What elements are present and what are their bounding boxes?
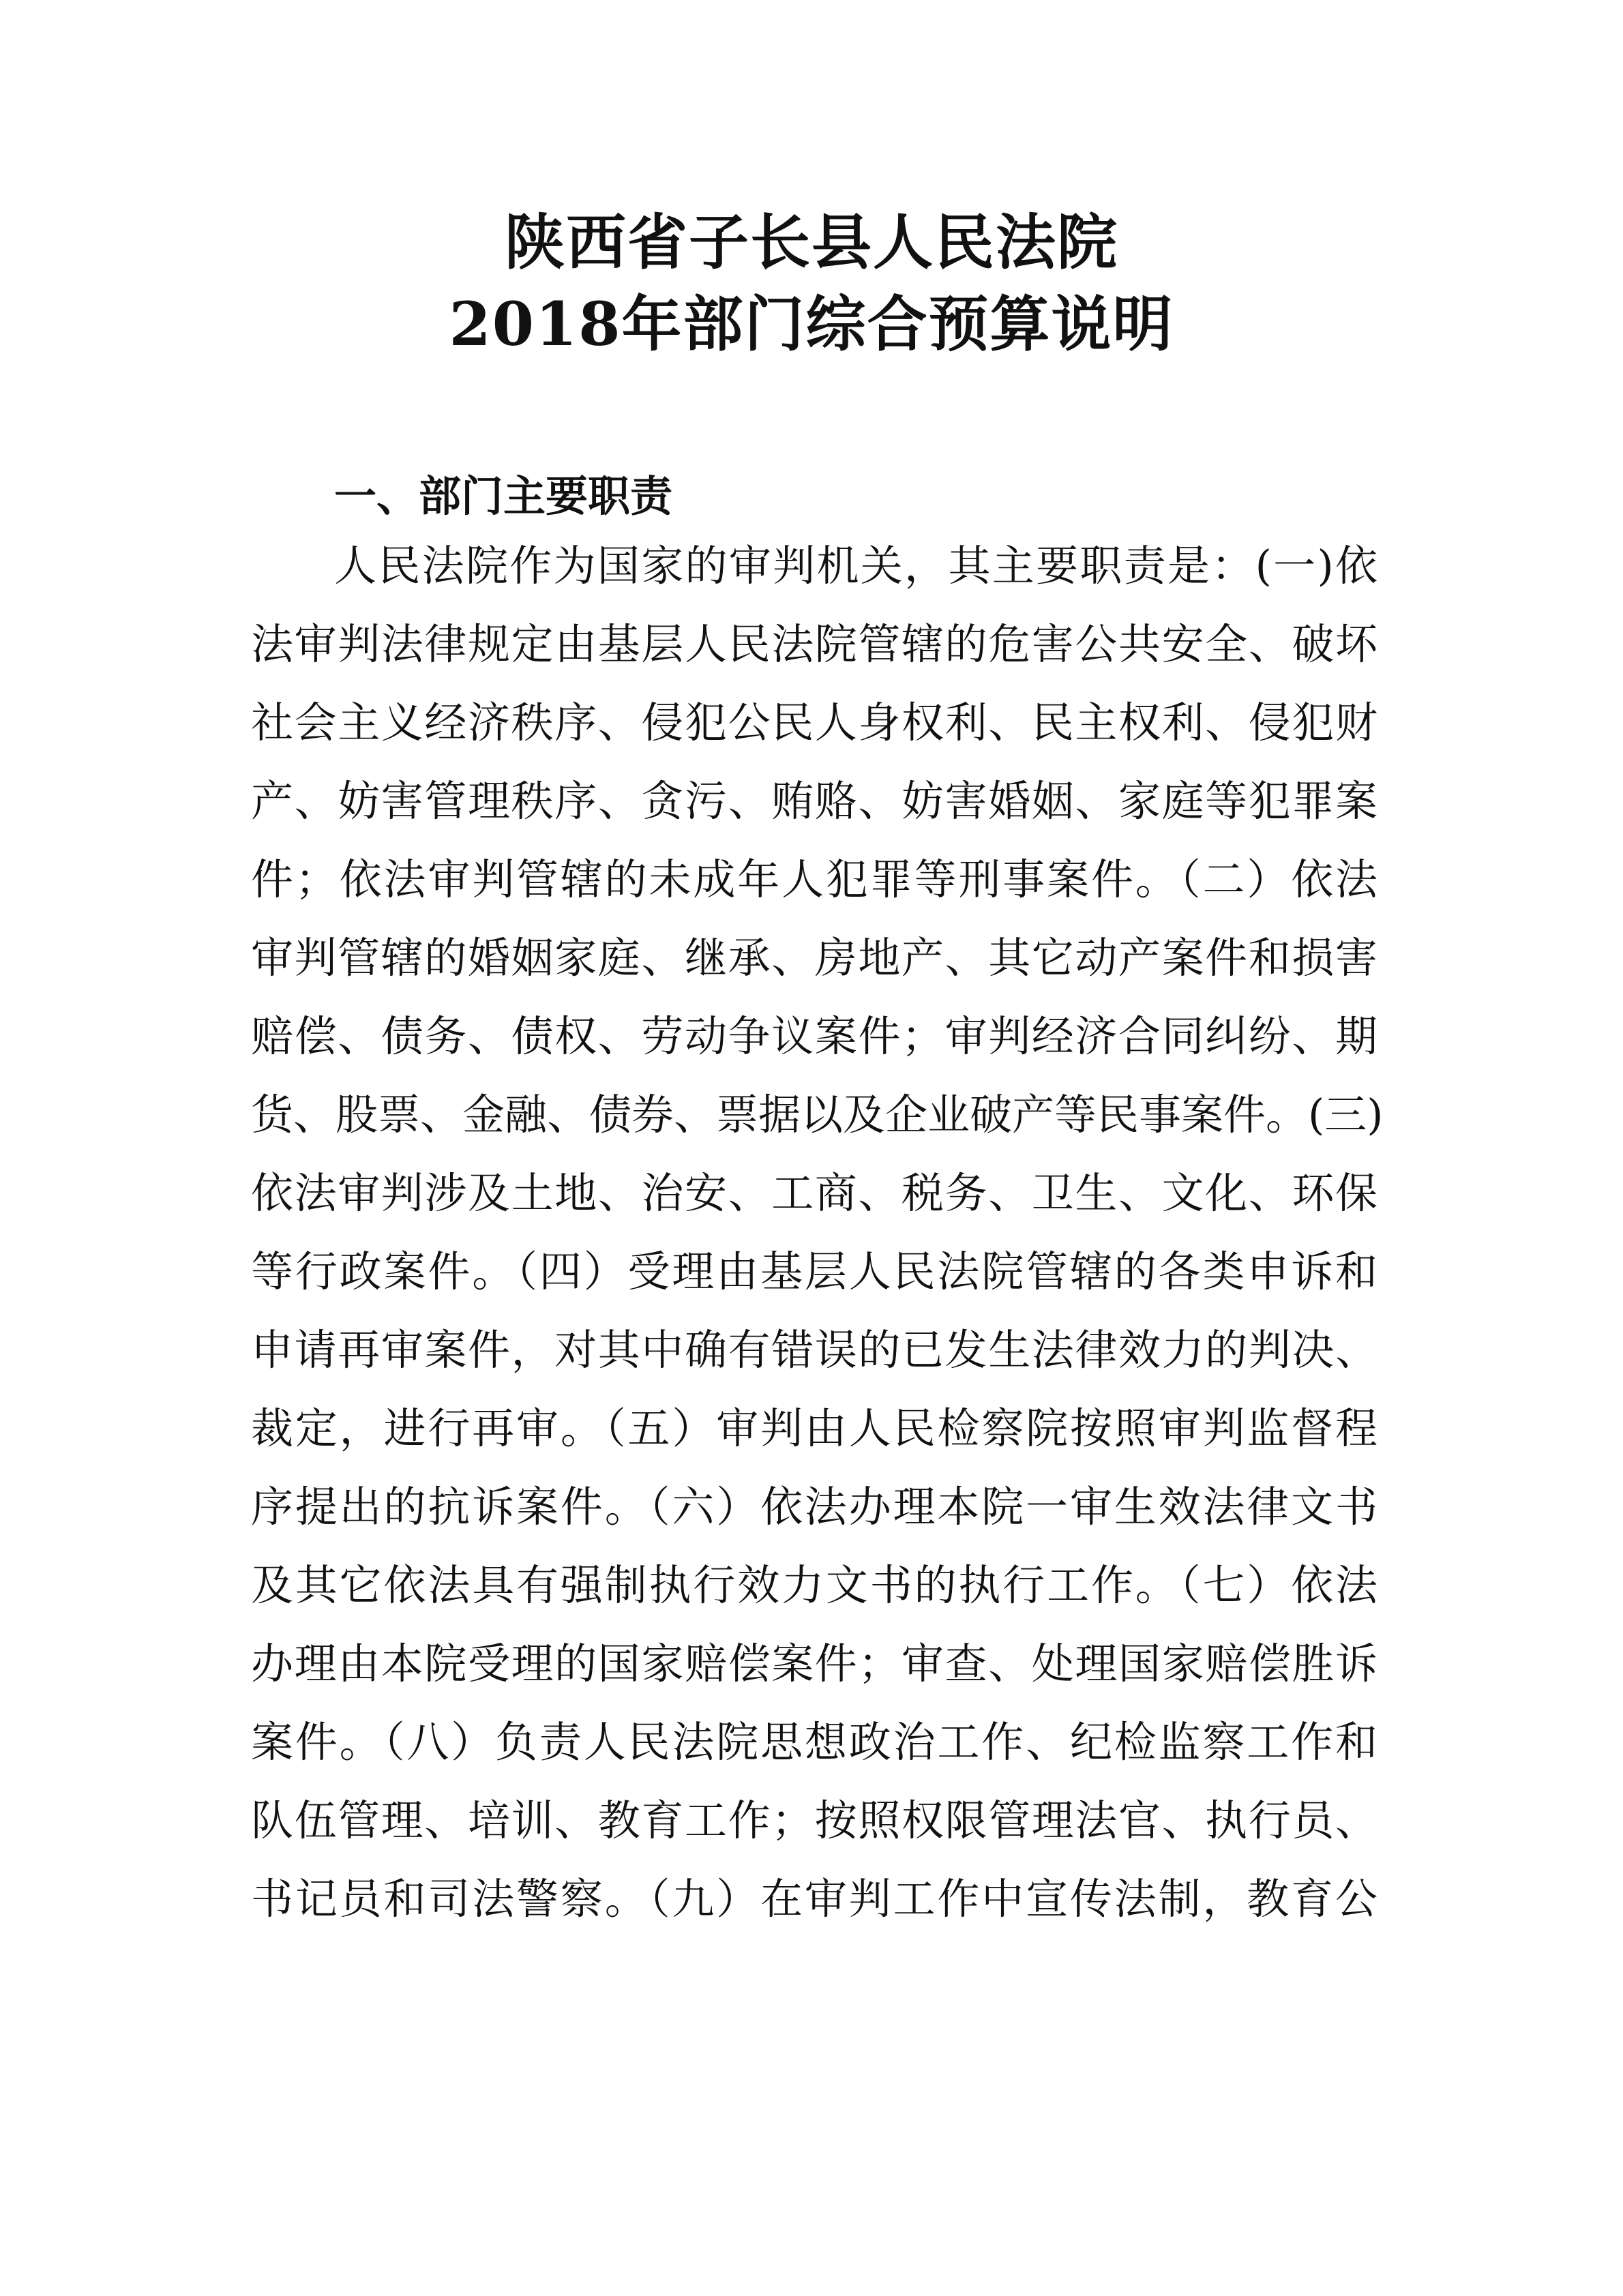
paragraph-line: 序提出的抗诉案件。（六）依法办理本院一审生效法律文书 (251, 1482, 1378, 1532)
paragraph-line: 及其它依法具有强制执行效力文书的执行工作。（七）依法 (251, 1560, 1378, 1610)
paragraph-line: 申请再审案件，对其中确有错误的已发生法律效力的判决、 (251, 1325, 1378, 1375)
paragraph-line: 件；依法审判管辖的未成年人犯罪等刑事案件。（二）依法 (251, 854, 1378, 904)
paragraph-line: 等行政案件。（四）受理由基层人民法院管辖的各类申诉和 (251, 1247, 1378, 1296)
paragraph-line: 人民法院作为国家的审判机关，其主要职责是：(一)依 (334, 541, 1378, 591)
paragraph-line: 产、妨害管理秩序、贪污、贿赂、妨害婚姻、家庭等犯罪案 (251, 776, 1378, 826)
document-title-line-1: 陕西省子长县人民法院 (504, 207, 1118, 278)
paragraph-line: 队伍管理、培训、教育工作；按照权限管理法官、执行员、 (251, 1795, 1378, 1845)
paragraph-line: 货、股票、金融、债券、票据以及企业破产等民事案件。(三) (251, 1090, 1384, 1139)
document-title-line-2: 2018年部门综合预算说明 (449, 288, 1174, 359)
paragraph-line: 赔偿、债务、债权、劳动争议案件；审判经济合同纠纷、期 (251, 1011, 1378, 1061)
paragraph-line: 法审判法律规定由基层人民法院管辖的危害公共安全、破坏 (251, 619, 1378, 669)
paragraph-line: 案件。（八）负责人民法院思想政治工作、纪检监察工作和 (251, 1717, 1378, 1767)
paragraph-line: 书记员和司法警察。（九）在审判工作中宣传法制，教育公 (251, 1874, 1378, 1924)
paragraph-line: 审判管辖的婚姻家庭、继承、房地产、其它动产案件和损害 (251, 933, 1378, 983)
section-heading: 一、部门主要职责 (334, 471, 673, 521)
paragraph-line: 裁定，进行再审。（五）审判由人民检察院按照审判监督程 (251, 1403, 1378, 1453)
paragraph-line: 依法审判涉及土地、治安、工商、税务、卫生、文化、环保 (251, 1168, 1378, 1218)
paragraph-line: 社会主义经济秩序、侵犯公民人身权利、民主权利、侵犯财 (251, 698, 1378, 747)
paragraph-line: 办理由本院受理的国家赔偿案件；审查、处理国家赔偿胜诉 (251, 1639, 1378, 1688)
